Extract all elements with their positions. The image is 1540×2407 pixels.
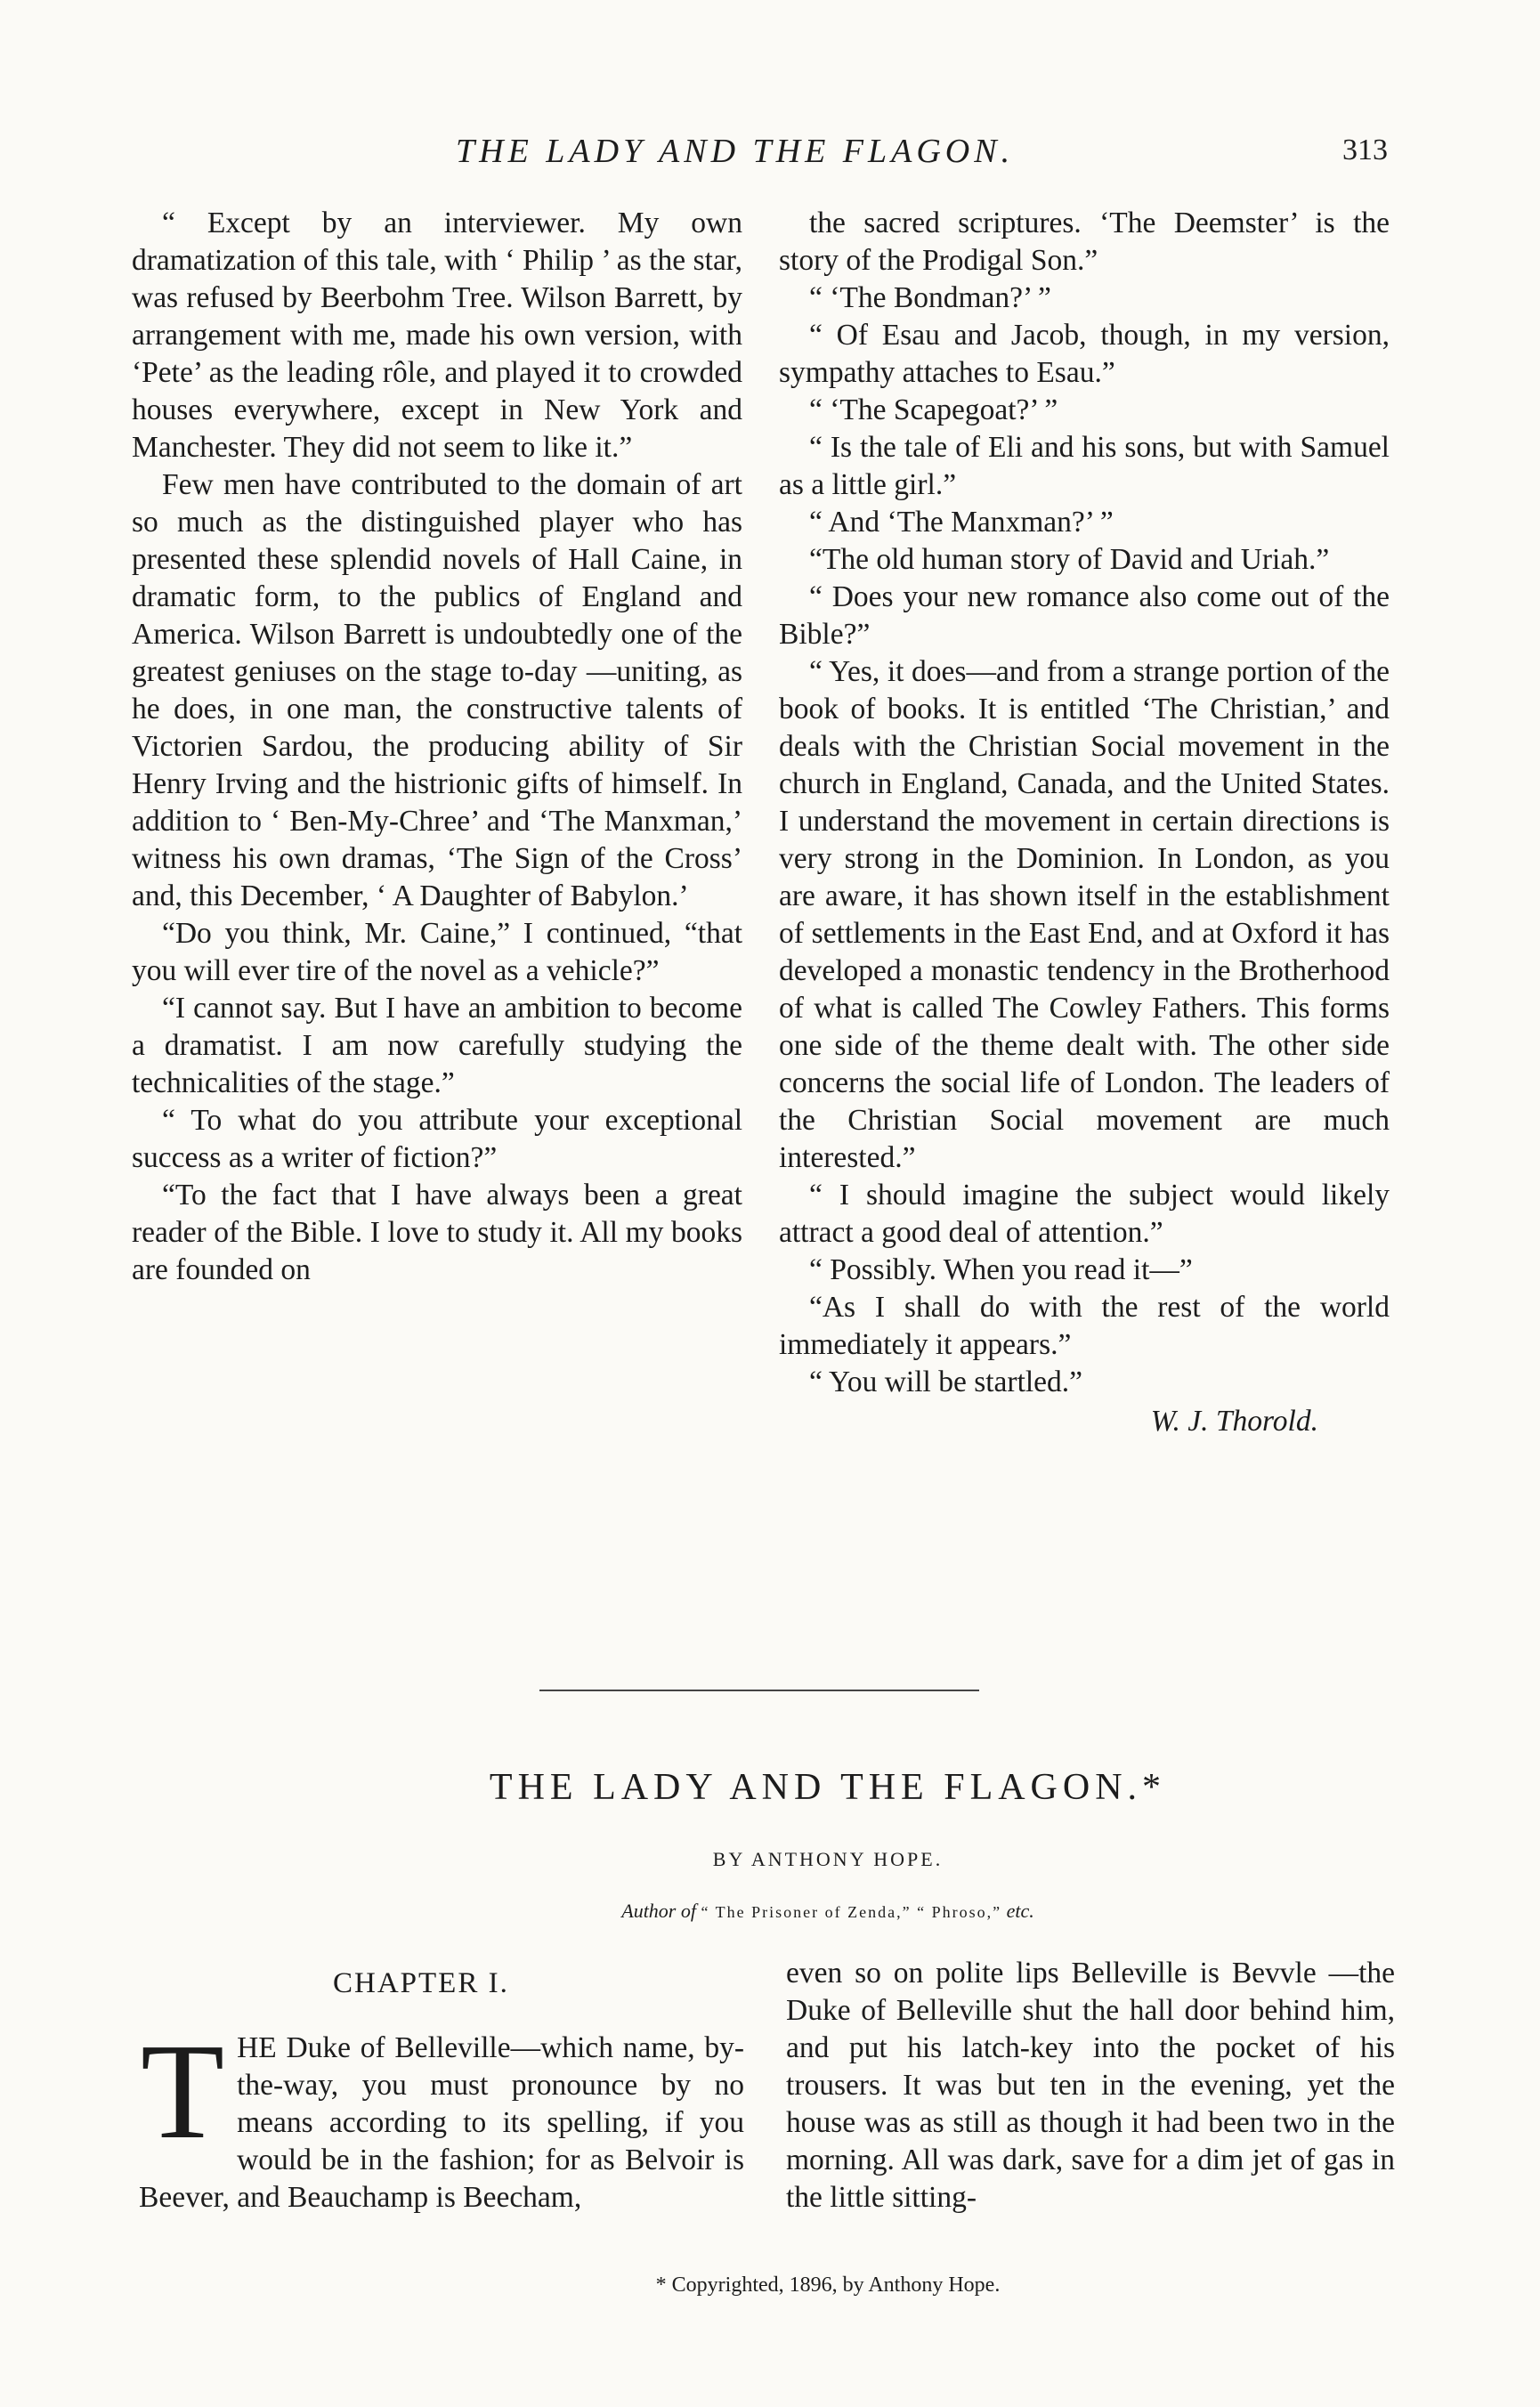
paragraph: “As I shall do with the rest of the world immediately it appears.” — [779, 1291, 1390, 1361]
paragraph: “To the fact that I have always been a great reader of the Bible. I love to study it. All my books are founded on — [132, 1179, 742, 1286]
page-number: 313 — [1342, 134, 1388, 166]
paragraph: “The old human story of David and Uriah.” — [809, 543, 1330, 576]
drop-cap: T — [141, 2016, 225, 2168]
interview-right-column — [779, 205, 1390, 1440]
story-opening-text: HE Duke of Belleville—which name, by-the-way, you must pronounce by no means according to its spelling, if you would be in the fashion; for as Belvoir is Beever, and Beauchamp is Beecham, — [139, 2031, 744, 2214]
author-of-works: “ The Prisoner of Zenda,” “ Phroso,” — [701, 1903, 1002, 1921]
paragraph: “ And ‘The Manxman?’ ” — [809, 506, 1114, 539]
paragraph: “ ‘The Scapegoat?’ ” — [809, 393, 1058, 426]
signature: W. J. Thorold. — [1150, 1405, 1318, 1438]
paragraph: “ Does your new romance also come out of the Bible?” — [779, 580, 1390, 651]
paragraph: “ Yes, it does—and from a strange portion of the book of books. It is entitled ‘The Christian,’ and deals with the Christian Social movement in the church in England, Canada, and the United States. I understand the movement in certain directions is very strong in the Dominion. In London, as you are aware, it has shown itself in the establishment of settlements in the East End, and at Oxford it has developed a monastic tendency in the Brotherhood of what is called The Cowley Fathers. This forms one side of the theme dealt with. The other side concerns the social life of London. The leaders of the Christian Social movement are much interested.” — [779, 655, 1390, 1174]
paragraph: “ Possibly. When you read it—” — [809, 1253, 1193, 1286]
story-title: THE LADY AND THE FLAGON.* — [489, 1767, 1167, 1808]
byline: BY ANTHONY HOPE. — [712, 1848, 944, 1870]
paragraph: “ You will be startled.” — [809, 1366, 1083, 1398]
paragraph: “ Of Esau and Jacob, though, in my version, sympathy attaches to Esau.” — [779, 319, 1390, 389]
interview-left-column — [132, 205, 742, 1289]
story-left-column — [139, 2016, 744, 2217]
running-title: THE LADY AND THE FLAGON. — [456, 133, 1015, 170]
section-divider — [539, 1690, 979, 1691]
author-credits — [0, 1900, 1540, 1923]
author-of-prefix: Author of — [621, 1900, 696, 1922]
paragraph: “Do you think, Mr. Caine,” I continued, “that you will ever tire of the novel as a vehicle?” — [132, 917, 742, 987]
story-right-column — [786, 1955, 1395, 2217]
paragraph: Few men have contributed to the domain of art so much as the distinguished player who has presented these splendid novels of Hall Caine, in dramatic form, to the publics of England and America. Wilson Barrett is undoubtedly one of the greatest geniuses on the stage to-day —uniting, as he does, in one man, the constructive talents of Victorien Sardou, the producing ability of Sir Henry Irving and the histrionic gifts of himself. In addition to ‘ Ben-My-Chree’ and ‘The Manxman,’ witness his own dramas, ‘The Sign of the Cross’ and, this December, ‘ A Daughter of Babylon.’ — [132, 468, 742, 912]
paragraph: “ Except by an interviewer. My own dramatization of this tale, with ‘ Philip ’ as the star, was refused by Beerbohm Tree. Wilson Barrett, by arrangement with me, made his own version, with ‘Pete’ as the leading rôle, and played it to crowded houses everywhere, except in New York and Manchester. They did not seem to like it.” — [132, 207, 742, 464]
copyright-footnote: * Copyrighted, 1896, by Anthony Hope. — [655, 2273, 1001, 2297]
paragraph: “I cannot say. But I have an ambition to become a dramatist. I am now carefully studying the technicalities of the stage.” — [132, 992, 742, 1099]
paragraph: “ To what do you attribute your exceptional success as a writer of fiction?” — [132, 1104, 742, 1174]
running-head — [0, 132, 1540, 185]
paragraph: “ ‘The Bondman?’ ” — [809, 281, 1051, 314]
paragraph: “ Is the tale of Eli and his sons, but with Samuel as a little girl.” — [779, 431, 1390, 501]
chapter-heading: CHAPTER I. — [333, 1967, 509, 1999]
story-continued-text: even so on polite lips Belleville is Bevvle —the Duke of Belleville shut the hall door behind him, and put his latch-key into the pocket of his trousers. It was but ten in the evening, yet the house was as still as though it had been two in the morning. All was dark, save for a dim jet of gas in the little sitting- — [786, 1957, 1395, 2214]
paragraph: “ I should imagine the subject would likely attract a good deal of attention.” — [779, 1179, 1390, 1249]
paragraph: the sacred scriptures. ‘The Deemster’ is the story of the Prodigal Son.” — [779, 207, 1390, 277]
author-of-suffix: etc. — [1006, 1900, 1034, 1922]
